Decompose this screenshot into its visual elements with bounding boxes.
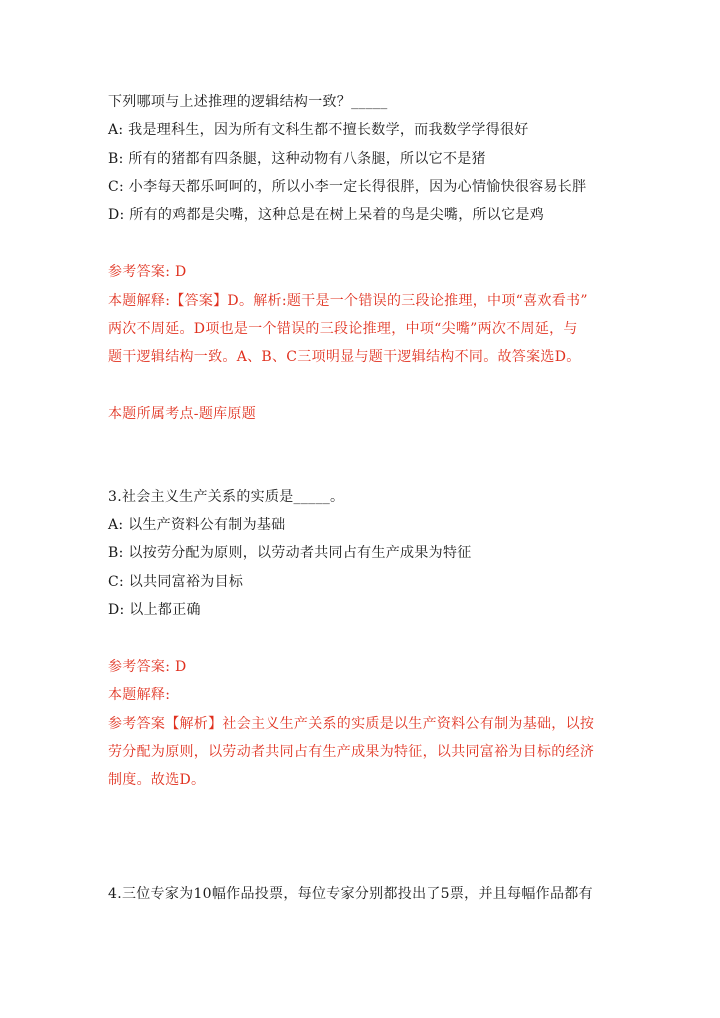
question-stem: 4.三位专家为10幅作品投票，每位专家分别都投出了5票，并且每幅作品都有 [108, 886, 593, 902]
option-b: B: 所有的猪都有四条腿，这种动物有八条腿，所以它不是猪 [108, 151, 486, 167]
explanation-line: 劳分配为原则，以劳动者共同占有生产成果为特征，以共同富裕为目标的经济 [108, 744, 595, 760]
explanation-line: 本题解释:【答案】D。解析:题干是一个错误的三段论推理，中项“喜欢看书” [108, 293, 588, 309]
category-label: 本题所属考点-题库原题 [108, 406, 257, 422]
option-a: A: 我是理科生，因为所有文科生都不擅长数学，而我数学学得很好 [108, 122, 529, 138]
question-stem: 下列哪项与上述推理的逻辑结构一致？_____ [108, 94, 388, 110]
explanation-label: 本题解释: [108, 687, 171, 703]
explanation-line: 制度。故选D。 [108, 772, 206, 788]
option-b: B: 以按劳分配为原则，以劳动者共同占有生产成果为特征 [108, 545, 472, 561]
option-d: D: 以上都正确 [108, 602, 201, 618]
answer-label: 参考答案: D [108, 659, 187, 675]
option-c: C: 小李每天都乐呵呵的，所以小李一定长得很胖，因为心情愉快很容易长胖 [108, 179, 587, 195]
explanation-line: 题干逻辑结构一致。A、B、C三项明显与题干逻辑结构不同。故答案选D。 [108, 349, 581, 365]
option-d: D: 所有的鸡都是尖嘴，这种总是在树上呆着的鸟是尖嘴，所以它是鸡 [108, 207, 544, 223]
option-c: C: 以共同富裕为目标 [108, 574, 244, 590]
explanation-line: 参考答案【解析】社会主义生产关系的实质是以生产资料公有制为基础，以按 [108, 716, 595, 732]
answer-label: 参考答案: D [108, 264, 187, 280]
question-stem: 3.社会主义生产关系的实质是_____。 [108, 489, 345, 505]
explanation-line: 两次不周延。D项也是一个错误的三段论推理，中项“尖嘴”两次不周延，与 [108, 321, 578, 337]
option-a: A: 以生产资料公有制为基础 [108, 517, 286, 533]
